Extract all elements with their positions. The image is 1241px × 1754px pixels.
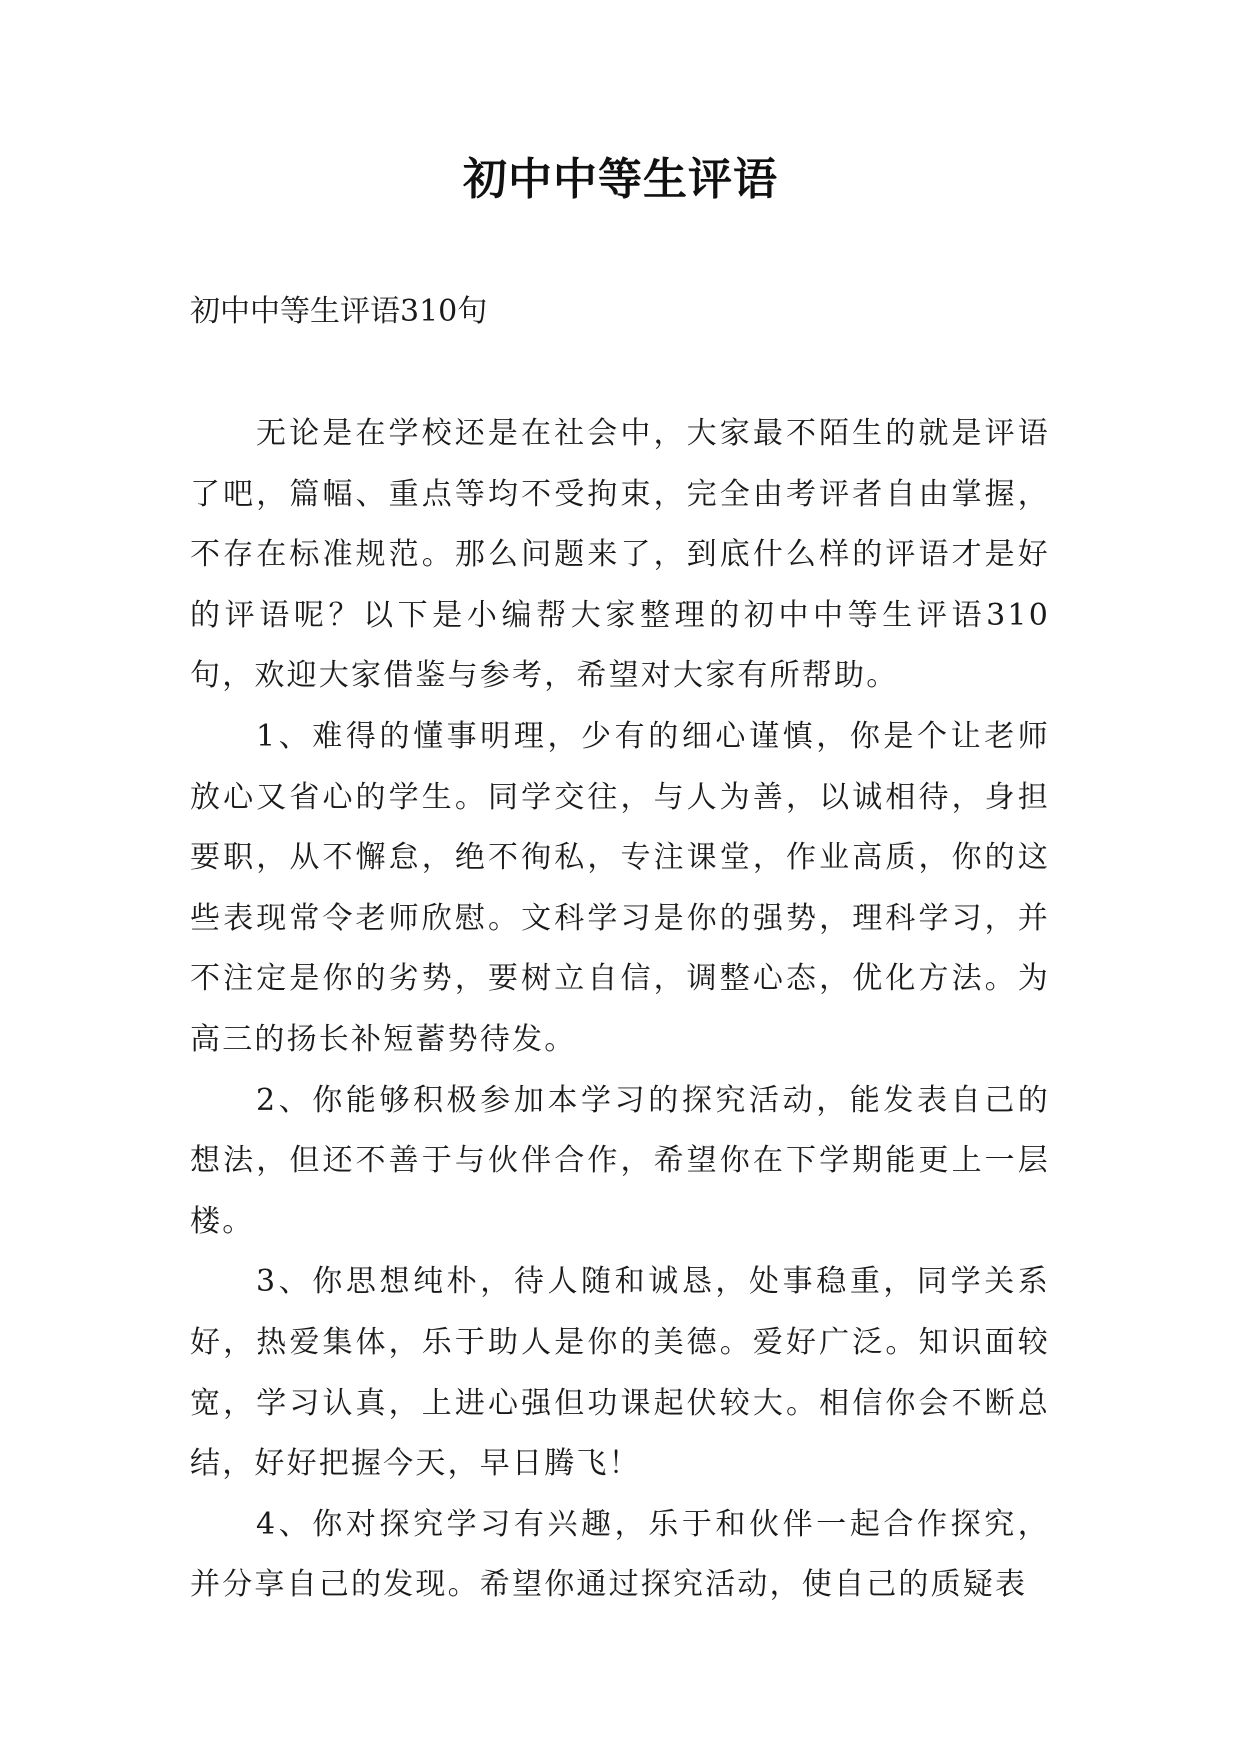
document-body (190, 404, 1050, 1616)
comment-paragraph-3: 3、你思想纯朴，待人随和诚恳，处事稳重，同学关系好，热爱集体，乐于助人是你的美德。爱好广泛。知识面较宽，学习认真，上进心强但功课起伏较大。相信你会不断总结，好好把握今天，早日腾飞！ (190, 1264, 1050, 1482)
document-subtitle: 初中中等生评语310句 (190, 294, 488, 329)
intro-paragraph: 无论是在学校还是在社会中，大家最不陌生的就是评语了吧，篇幅、重点等均不受拘束，完全由考评者自由掌握，不存在标准规范。那么问题来了，到底什么样的评语才是好的评语呢？以下是小编帮大家整理的初中中等生评语310句，欢迎大家借鉴与参考，希望对大家有所帮助。 (190, 416, 1050, 694)
document-title: 初中中等生评语 (463, 154, 778, 205)
comment-paragraph-1: 1、难得的懂事明理，少有的细心谨慎，你是个让老师放心又省心的学生。同学交往，与人为善，以诚相待，身担要职，从不懈怠，绝不徇私，专注课堂，作业高质，你的这些表现常令老师欣慰。文科学习是你的强势，理科学习，并不注定是你的劣势，要树立自信，调整心态，优化方法。为高三的扬长补短蓄势待发。 (190, 718, 1050, 1057)
comment-paragraph-4: 4、你对探究学习有兴趣，乐于和伙伴一起合作探究，并分享自己的发现。希望你通过探究活动，使自己的质疑表 (190, 1506, 1050, 1603)
comment-paragraph-2: 2、你能够积极参加本学习的探究活动，能发表自己的想法，但还不善于与伙伴合作，希望你在下学期能更上一层楼。 (190, 1082, 1050, 1239)
